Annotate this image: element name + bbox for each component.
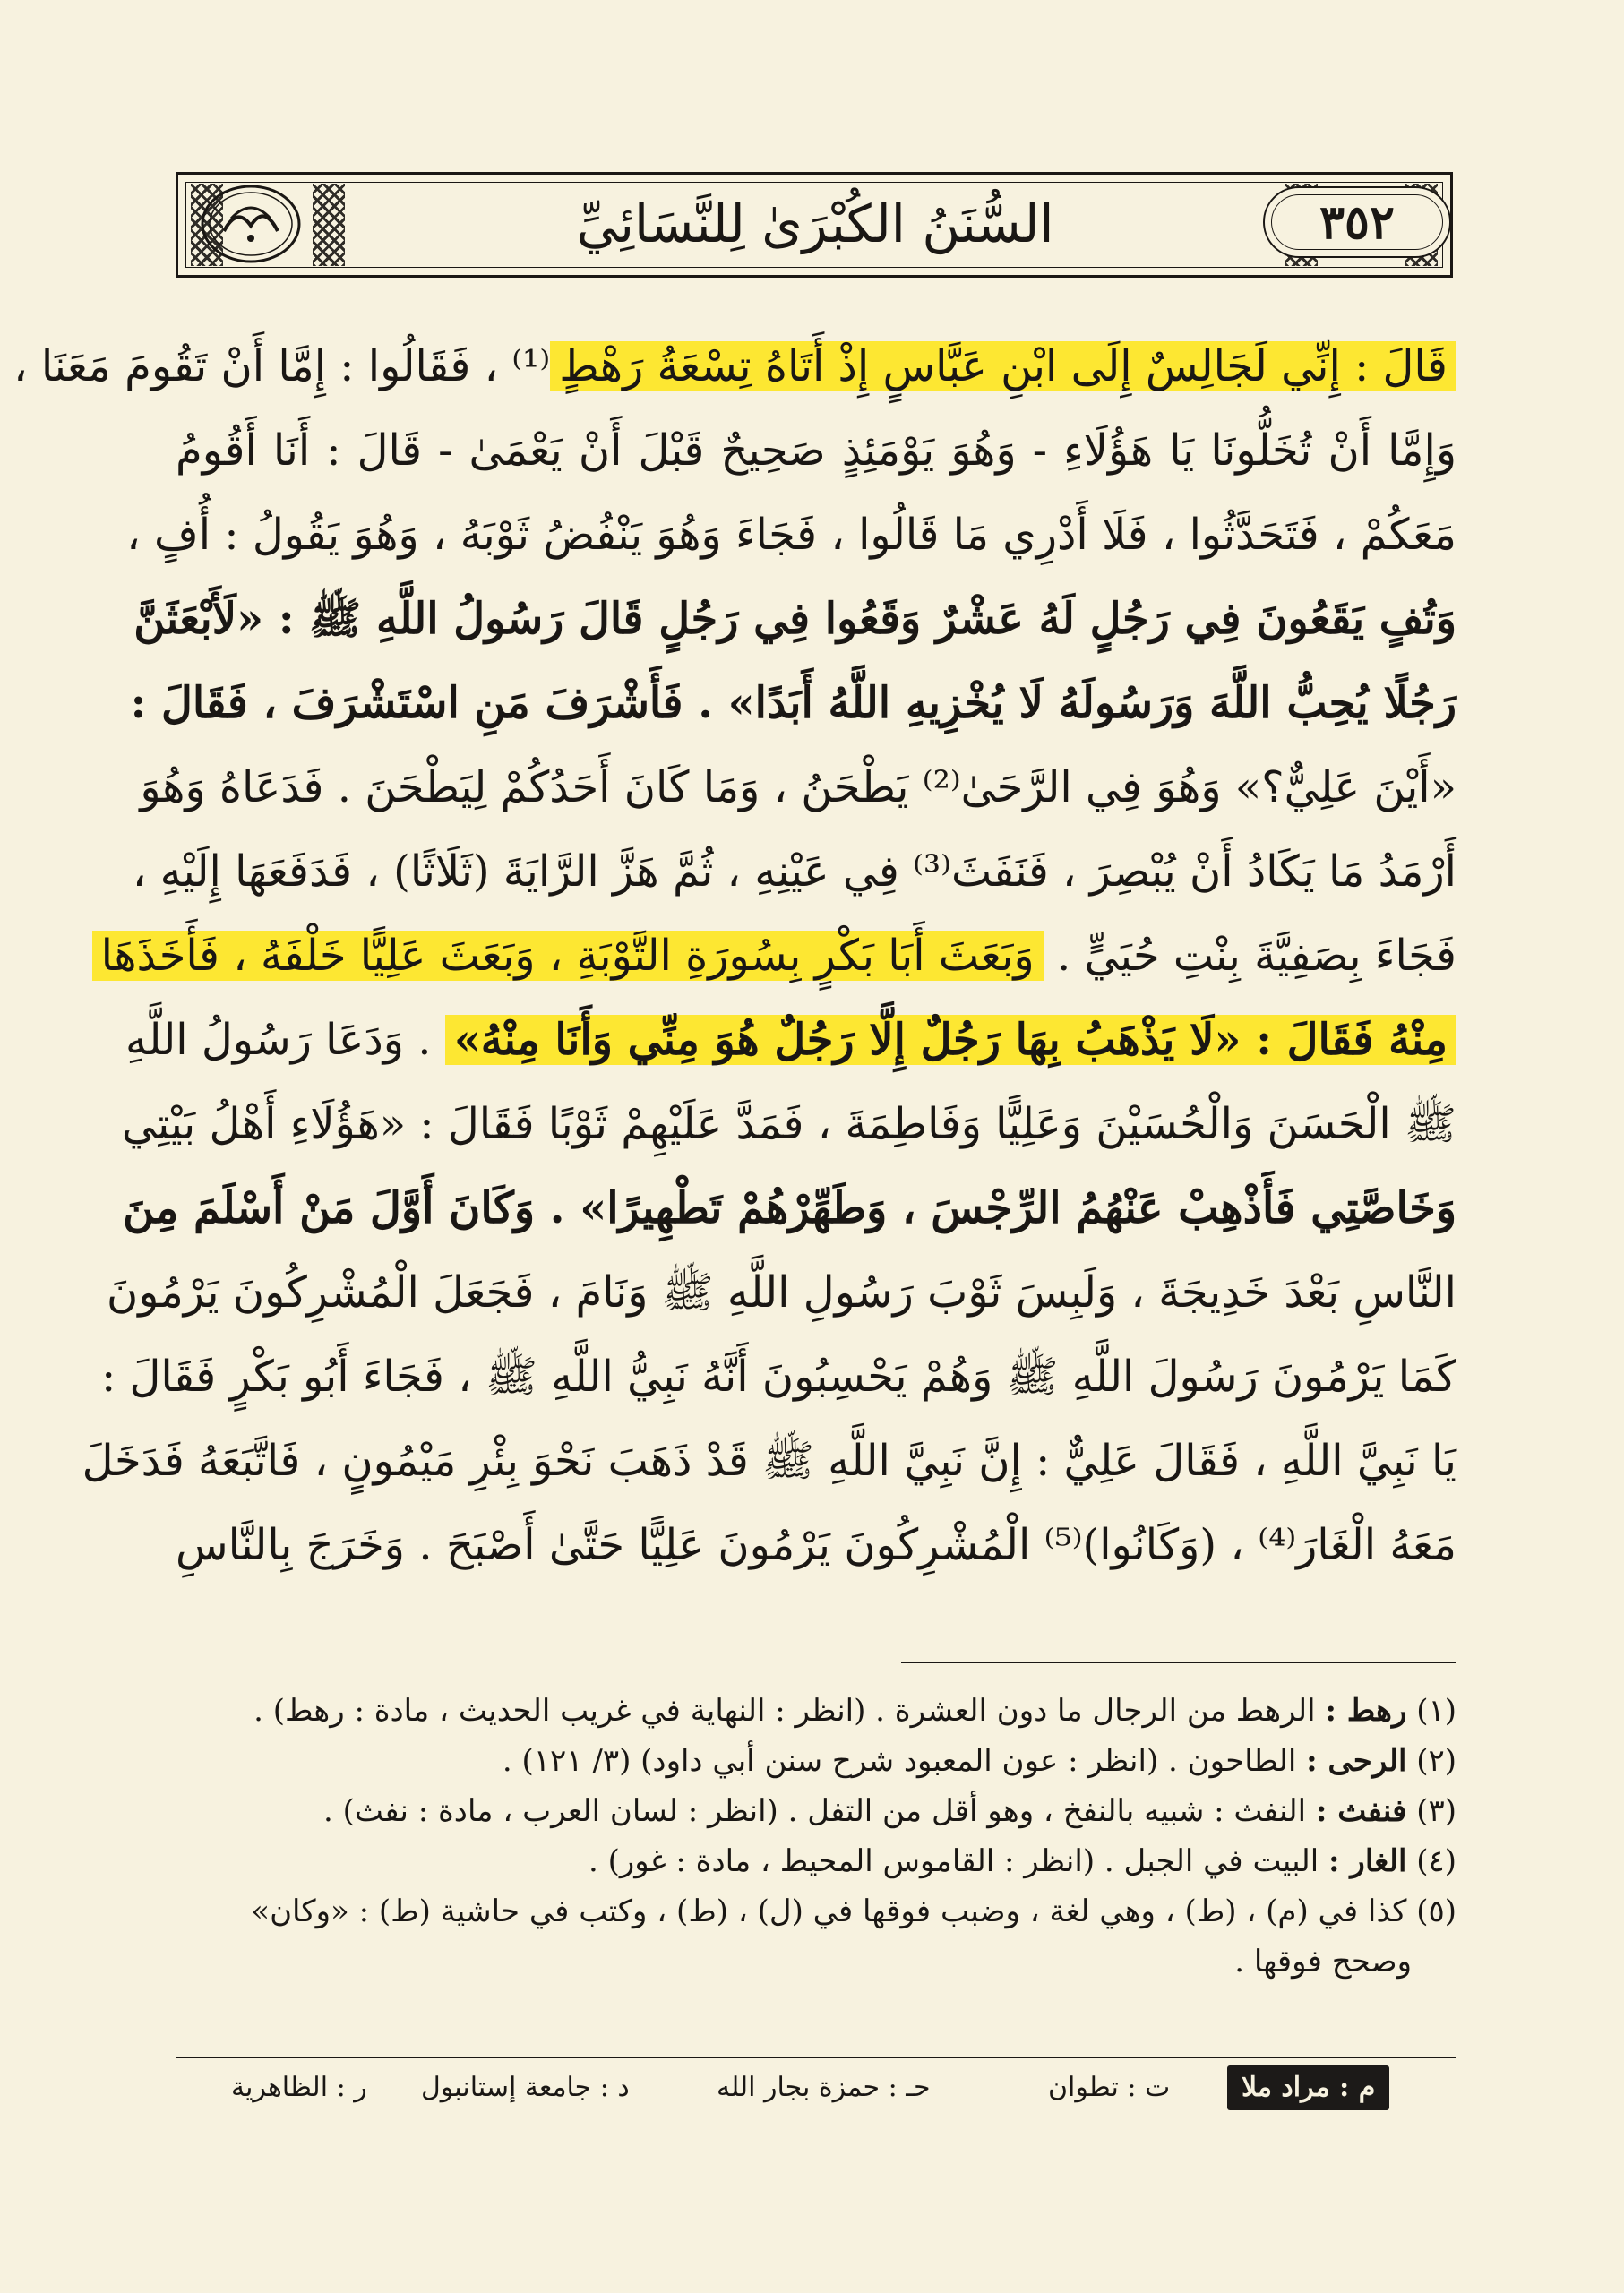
abbr-r: ر : الظاهرية — [231, 2072, 367, 2103]
footnote-1: (١) رهط : الرهط من الرجال ما دون العشرة . (انظر : النهاية في غريب الحديث ، مادة : رهط) . — [253, 1693, 1456, 1729]
text-line-12: النَّاسِ بَعْدَ خَدِيجَةَ ، وَلَبِسَ ثَوْبَ رَسُولِ اللَّهِ ﷺ وَنَامَ ، فَجَعَلَ الْمُشْرِكُونَ يَرْمُونَ — [107, 1267, 1456, 1318]
footnote-2: (٢) الرحى : الطاحون . (انظر : عون المعبود شرح سنن أبي داود) (٣/ ١٢١) . — [502, 1743, 1456, 1779]
text-line-2: وَإِمَّا أَنْ تُخَلُّونَا يَا هَؤُلَاءِ - وَهُوَ يَوْمَئِذٍ صَحِيحٌ قَبْلَ أَنْ يَعْمَىٰ - قَالَ : أَنَا أَقُومُ — [176, 425, 1456, 476]
footnote-5: (٥) كذا في (م) ، (ط) ، وهي لغة ، وضبب فوقها في (ل) ، (ط) ، وكتب في حاشية (ط) : «وكان» — [251, 1894, 1456, 1929]
abbr-h: حـ : حمزة بجار الله — [717, 2072, 931, 2103]
footnotes — [176, 1686, 1456, 1987]
text-line-1: قَالَ : إِنِّي لَجَالِسٌ إِلَى ابْنِ عَبَّاسٍ إِذْ أَتَاهُ تِسْعَةُ رَهْطٍ⁽¹⁾ ، فَقَالُوا : إِمَّا أَنْ تَقُومَ مَعَنَا ، — [176, 324, 1456, 408]
text-line-11: وَخَاصَّتِي فَأَذْهِبْ عَنْهُمُ الرِّجْسَ ، وَطَهِّرْهُمْ تَطْهِيرًا» . وَكَانَ أَوَّلَ مَنْ أَسْلَمَ مِنَ — [123, 1183, 1456, 1233]
text-line-15: مَعَهُ الْغَارَ⁽⁴⁾ ، (وَكَانُوا)⁽⁵⁾ الْمُشْرِكُونَ يَرْمُونَ عَلِيًّا حَتَّىٰ أَصْبَحَ . وَخَرَجَ بِالنَّاسِ — [176, 1520, 1456, 1570]
footnote-separator — [901, 1662, 1456, 1663]
text-line-6: «أَيْنَ عَلِيٌّ؟» وَهُوَ فِي الرَّحَىٰ⁽²⁾ يَطْحَنُ ، وَمَا كَانَ أَحَدُكُمْ لِيَطْحَنَ . فَدَعَاهُ وَهُوَ — [140, 762, 1456, 812]
page-number: ٣٥٢ — [1319, 194, 1395, 250]
footnote-4: (٤) الغار : البيت في الجبل . (انظر : القاموس المحيط ، مادة : غور) . — [588, 1843, 1456, 1879]
abbr-t: ت : تطوان — [1048, 2072, 1171, 2103]
text-line-10: ﷺ الْحَسَنَ وَالْحُسَيْنَ وَعَلِيًّا وَفَاطِمَةَ ، فَمَدَّ عَلَيْهِمْ ثَوْبًا فَقَالَ : «هَؤُلَاءِ أَهْلُ بَيْتِي — [121, 1099, 1456, 1149]
footnote-3: (٣) فنفث : النفث : شبيه بالنفخ ، وهو أقل من التفل . (انظر : لسان العرب ، مادة : نفث) . — [323, 1793, 1456, 1829]
book-title: السُّنَنُ الكُبْرَىٰ لِلنَّسَائِيِّ — [576, 193, 1054, 254]
manuscript-key-separator — [176, 2057, 1456, 2058]
text-line-13: كَمَا يَرْمُونَ رَسُولَ اللَّهِ ﷺ وَهُمْ يَحْسِبُونَ أَنَّهُ نَبِيُّ اللَّهِ ﷺ ، فَجَاءَ أَبُو بَكْرٍ فَقَالَ : — [101, 1352, 1456, 1402]
page-number-cartouche — [1263, 186, 1451, 258]
book-logo-icon — [197, 179, 305, 269]
main-text — [13, 324, 1456, 1587]
abbr-m: م : مراد ملا — [1227, 2065, 1389, 2110]
text-line-8: فَجَاءَ بِصَفِيَّةَ بِنْتِ حُيَيٍّ . وَبَعَثَ أَبَا بَكْرٍ بِسُورَةِ التَّوْبَةِ ، وَبَعَثَ عَلِيًّا خَلْفَهُ ، فَأَخَذَهَا — [176, 914, 1456, 998]
text-line-9: مِنْهُ فَقَالَ : «لَا يَذْهَبُ بِهَا رَجُلٌ إِلَّا رَجُلٌ هُوَ مِنِّي وَأَنَا مِنْهُ» . وَدَعَا رَسُولُ اللَّهِ — [176, 998, 1456, 1082]
text-line-3: مَعَكُمْ ، فَتَحَدَّثُوا ، فَلَا أَدْرِي مَا قَالُوا ، فَجَاءَ وَهُوَ يَنْفُضُ ثَوْبَهُ ، وَهُوَ يَقُولُ : أُفٍ ، — [126, 510, 1456, 560]
highlight: قَالَ : إِنِّي لَجَالِسٌ إِلَى ابْنِ عَبَّاسٍ إِذْ أَتَاهُ تِسْعَةُ رَهْطٍ — [550, 341, 1456, 391]
footnote-5-continued: وصحح فوقها . — [1234, 1944, 1412, 1980]
ornament-left-2 — [313, 184, 345, 266]
highlight: وَبَعَثَ أَبَا بَكْرٍ بِسُورَةِ التَّوْبَةِ ، وَبَعَثَ عَلِيًّا خَلْفَهُ ، فَأَخَذَهَا — [92, 931, 1044, 981]
text-line-14: يَا نَبِيَّ اللَّهِ ، فَقَالَ عَلِيٌّ : إِنَّ نَبِيَّ اللَّهِ ﷺ قَدْ ذَهَبَ نَحْوَ بِئْرِ مَيْمُونٍ ، فَاتَّبَعَهُ فَدَخَلَ — [82, 1436, 1456, 1486]
text-line-7: أَرْمَدُ مَا يَكَادُ أَنْ يُبْصِرَ ، فَنَفَثَ⁽³⁾ فِي عَيْنِهِ ، ثُمَّ هَزَّ الرَّايَةَ (ثَلَاثًا) ، فَدَفَعَهَا إِلَيْهِ ، — [132, 846, 1456, 897]
highlight: مِنْهُ فَقَالَ : «لَا يَذْهَبُ بِهَا رَجُلٌ إِلَّا رَجُلٌ هُوَ مِنِّي وَأَنَا مِنْهُ» — [445, 1015, 1456, 1065]
text-line-4: وَتُفٍ يَقَعُونَ فِي رَجُلٍ لَهُ عَشْرٌ وَقَعُوا فِي رَجُلٍ قَالَ رَسُولُ اللَّهِ ﷺ : «لَأَبْعَثَنَّ — [133, 594, 1456, 644]
text-line-5: رَجُلًا يُحِبُّ اللَّهَ وَرَسُولَهُ لَا يُخْزِيهِ اللَّهُ أَبَدًا» . فَأَشْرَفَ مَنِ اسْتَشْرَفَ ، فَقَالَ : — [130, 678, 1456, 728]
abbr-d: د : جامعة إستانبول — [421, 2072, 630, 2103]
